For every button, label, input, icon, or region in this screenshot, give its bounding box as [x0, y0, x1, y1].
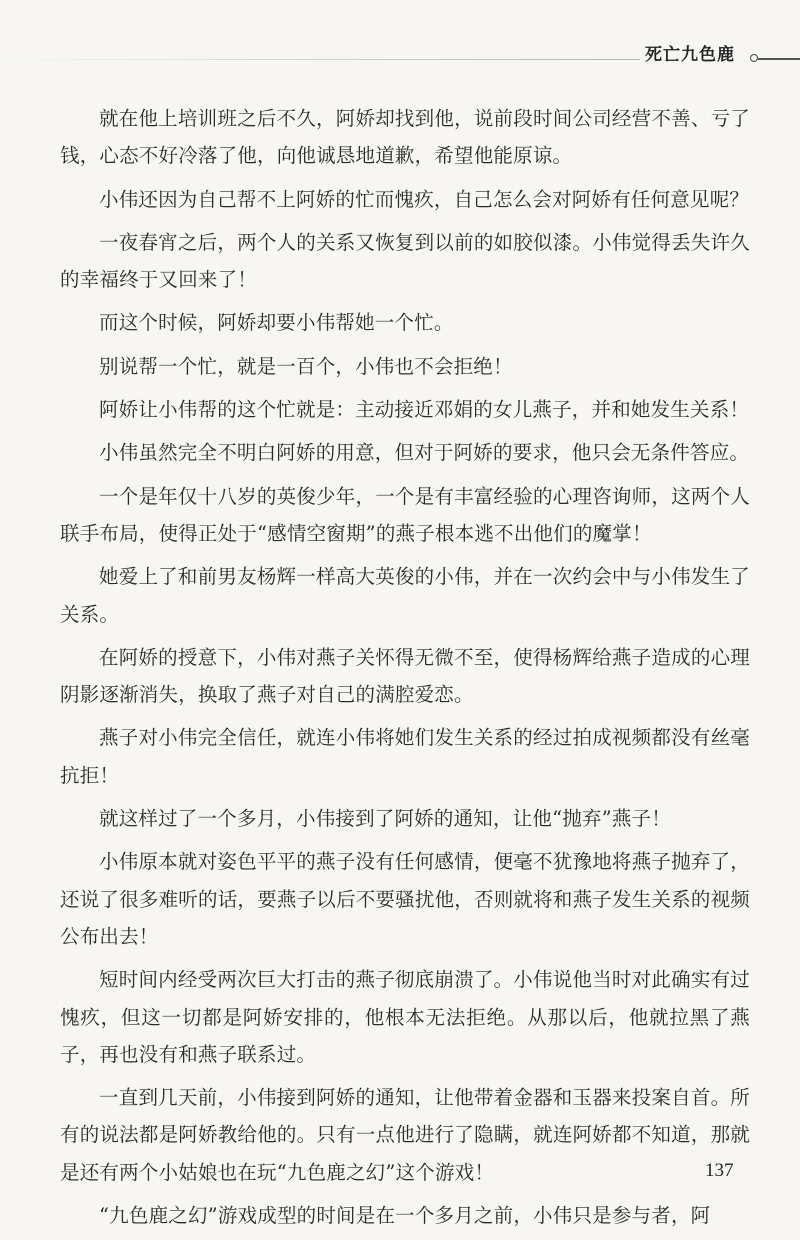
paragraph: 她爱上了和前男友杨辉一样高大英俊的小伟，并在一次约会中与小伟发生了关系。 [60, 565, 750, 626]
running-header [0, 0, 800, 100]
paragraph: 一个是年仅十八岁的英俊少年，一个是有丰富经验的心理咨询师，这两个人联手布局，使得正处于“感情空窗期”的燕子根本逃不出他们的魔掌！ [60, 484, 750, 545]
paragraph: 一直到几天前，小伟接到阿娇的通知，让他带着金器和玉器来投案自首。所有的说法都是阿娇教给他的。只有一点他进行了隐瞒，就连阿娇都不知道，那就是还有两个小姑娘也在玩“九色鹿之幻”这个游戏！ [60, 1086, 750, 1184]
paragraph: 就在他上培训班之后不久，阿娇却找到他，说前段时间公司经营不善、亏了钱，心态不好冷落了他，向他诚恳地道歉，希望他能原谅。 [60, 107, 750, 168]
header-circle-ornament [750, 54, 758, 62]
paragraph: 燕子对小伟完全信任，就连小伟将她们发生关系的经过拍成视频都没有丝毫抗拒！ [60, 726, 750, 787]
paragraph: 小伟还因为自己帮不上阿娇的忙而愧疚，自己怎么会对阿娇有任何意见呢？ [99, 187, 750, 211]
paragraph: 而这个时候，阿娇却要小伟帮她一个忙。 [99, 311, 454, 335]
paragraph: 就这样过了一个多月，小伟接到了阿娇的通知，让他“抛弃”燕子！ [99, 807, 671, 831]
paragraph: 小伟原本就对姿色平平的燕子没有任何感情，便毫不犹豫地将燕子抛弃了，还说了很多难听的话，要燕子以后不要骚扰他，否则就将和燕子发生关系的视频公布出去！ [60, 850, 750, 948]
book-title: 死亡九色鹿 [645, 45, 735, 65]
paragraph: 短时间内经受两次巨大打击的燕子彻底崩溃了。小伟说他当时对此确实有过愧疚，但这一切都是阿娇安排的，他根本无法拒绝。从那以后，他就拉黑了燕子，再也没有和燕子联系过。 [60, 968, 750, 1066]
header-tail-line [758, 58, 800, 60]
header-rule [0, 59, 640, 60]
paragraph: “九色鹿之幻”游戏成型的时间是在一个多月之前，小伟只是参与者，阿 [99, 1204, 711, 1228]
page-number: 137 [705, 1160, 734, 1181]
paragraph: 在阿娇的授意下，小伟对燕子关怀得无微不至，使得杨辉给燕子造成的心理阴影逐渐消失，换取了燕子对自己的满腔爱恋。 [60, 645, 750, 707]
paragraph: 小伟虽然完全不明白阿娇的用意，但对于阿娇的要求，他只会无条件答应。 [99, 441, 750, 465]
paragraph: 一夜春宵之后，两个人的关系又恢复到以前的如胶似漆。小伟觉得丢失许久的幸福终于又回来了！ [60, 230, 750, 292]
paragraph: 别说帮一个忙，就是一百个，小伟也不会拒绝！ [99, 354, 513, 378]
page-body [60, 100, 750, 1240]
paragraph: 阿娇让小伟帮的这个忙就是：主动接近邓娟的女儿燕子，并和她发生关系！ [99, 398, 750, 422]
